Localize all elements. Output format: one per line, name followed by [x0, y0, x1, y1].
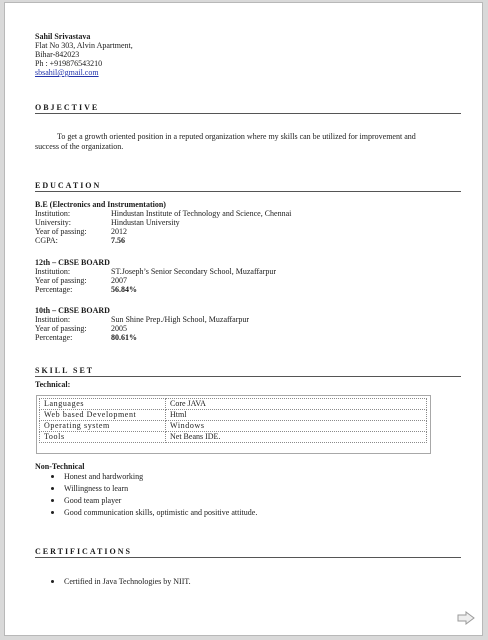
section-divider — [35, 557, 461, 558]
table-row — [40, 421, 427, 432]
non-technical-label: Non-Technical — [35, 462, 85, 471]
address-line-2: Bihar-842023 — [35, 50, 80, 59]
list-item: Honest and hardworking — [49, 471, 257, 483]
institution-value: Hindustan Institute of Technology and Science, Chennai — [111, 209, 292, 218]
list-item: Willingness to learn — [49, 483, 257, 495]
education-12th — [35, 258, 276, 294]
non-technical-list — [49, 471, 257, 519]
objective-text-line-2: success of the organization. — [35, 142, 124, 151]
skill-value: Net Beans IDE. — [166, 432, 427, 443]
year-value: 2012 — [111, 227, 127, 236]
year-label: Year of passing: — [35, 227, 87, 236]
degree-heading: B.E (Electronics and Instrumentation) — [35, 200, 166, 209]
skill-key: Web based Development — [40, 410, 166, 421]
list-item: Good team player — [49, 495, 257, 507]
table-row — [40, 410, 427, 421]
year-value: 2007 — [111, 276, 127, 285]
skill-value: Html — [166, 410, 427, 421]
university-label: University: — [35, 218, 71, 227]
institution-value: Sun Shine Prep./High School, Muzaffarpur — [111, 315, 250, 324]
score-label: CGPA: — [35, 236, 58, 245]
university-value: Hindustan University — [111, 218, 180, 227]
skill-key: Tools — [40, 432, 166, 443]
objective-text-line-1: To get a growth oriented position in a reputed organization where my skills can be utilized for improvement and — [57, 132, 416, 141]
year-value: 2005 — [111, 324, 127, 333]
institution-label: Institution: — [35, 315, 71, 324]
year-label: Year of passing: — [35, 324, 87, 333]
technical-skills-table — [39, 398, 427, 443]
skill-key: Languages — [40, 399, 166, 410]
year-label: Year of passing: — [35, 276, 87, 285]
score-value: 80.61% — [111, 333, 137, 342]
list-item: Good communication skills, optimistic and positive attitude. — [49, 507, 257, 519]
section-title-certifications: CERTIFICATIONS — [35, 547, 132, 556]
section-title-skill-set: SKILL SET — [35, 366, 95, 375]
section-divider — [35, 376, 461, 377]
resume-page — [4, 2, 483, 636]
institution-value: ST.Joseph’s Senior Secondary School, Muzaffarpur — [111, 267, 277, 276]
education-10th — [35, 306, 249, 342]
next-page-arrow-icon[interactable] — [457, 611, 475, 625]
section-divider — [35, 113, 461, 114]
institution-label: Institution: — [35, 267, 71, 276]
skill-value: Core JAVA — [166, 399, 427, 410]
certifications-list — [49, 576, 191, 588]
section-title-education: EDUCATION — [35, 181, 102, 190]
email-link[interactable]: sbsahil@gmail.com — [35, 68, 99, 77]
institution-label: Institution: — [35, 209, 71, 218]
score-value: 7.56 — [111, 236, 125, 245]
section-title-objective: OBJECTIVE — [35, 103, 100, 112]
phone-number: Ph : +919876543210 — [35, 59, 103, 68]
candidate-name: Sahil Srivastava — [35, 32, 91, 41]
degree-heading: 10th – CBSE BOARD — [35, 306, 110, 315]
score-label: Percentage: — [35, 333, 73, 342]
technical-label: Technical: — [35, 380, 71, 389]
skill-value: Windows — [166, 421, 427, 432]
table-row — [40, 399, 427, 410]
score-value: 56.84% — [111, 285, 137, 294]
section-divider — [35, 191, 461, 192]
education-be — [35, 200, 291, 245]
table-row — [40, 432, 427, 443]
score-label: Percentage: — [35, 285, 73, 294]
list-item: Certified in Java Technologies by NIIT. — [49, 576, 191, 588]
address-line-1: Flat No 303, Alvin Apartment, — [35, 41, 133, 50]
degree-heading: 12th – CBSE BOARD — [35, 258, 110, 267]
skill-key: Operating system — [40, 421, 166, 432]
